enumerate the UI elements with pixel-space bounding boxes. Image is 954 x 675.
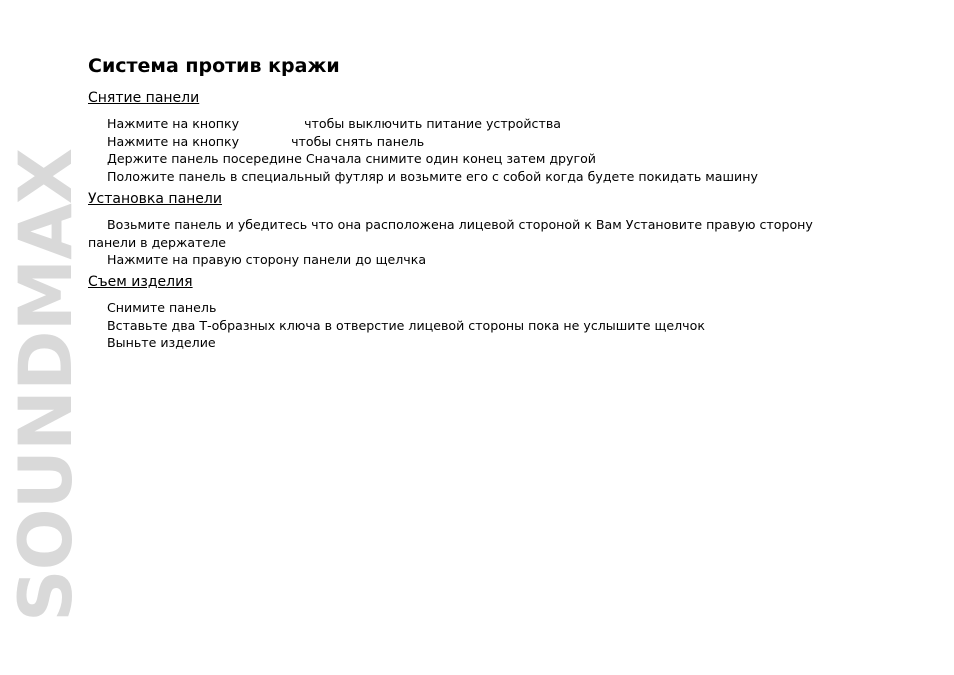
instruction-line: Снимите панель [107, 300, 217, 315]
instruction-line: Вставьте два Т-образных ключа в отверстие лицевой стороны пока не услышите щелчок [107, 318, 705, 333]
page-title: Система против кражи [88, 55, 340, 77]
instruction-line: Положите панель в специальный футляр и возьмите его с собой когда будете покидать машину [107, 169, 758, 184]
brand-watermark: SOUNDMAX [4, 148, 89, 622]
instruction-line: Нажмите на правую сторону панели до щелчка [107, 252, 427, 267]
instruction-text: Нажмите на кнопку [107, 116, 240, 131]
instruction-line: Возьмите панель и убедитесь что она расположена лицевой стороной к Вам Установите правую сторону [107, 217, 813, 232]
instruction-line: Держите панель посередине Сначала снимите один конец затем другой [107, 151, 596, 166]
instruction-text: Нажмите на кнопку [107, 134, 240, 149]
instruction-text: чтобы снять панель [291, 134, 425, 149]
instruction-line [107, 115, 561, 133]
instruction-line: Выньте изделие [107, 335, 216, 350]
section-heading-install-panel: Установка панели [88, 191, 222, 207]
instruction-text: чтобы выключить питание устройства [304, 116, 561, 131]
section-heading-remove-panel: Снятие панели [88, 90, 200, 106]
instruction-line [107, 133, 424, 151]
instruction-line: панели в держателе [88, 235, 226, 250]
section-heading-remove-unit: Съем изделия [88, 274, 193, 290]
